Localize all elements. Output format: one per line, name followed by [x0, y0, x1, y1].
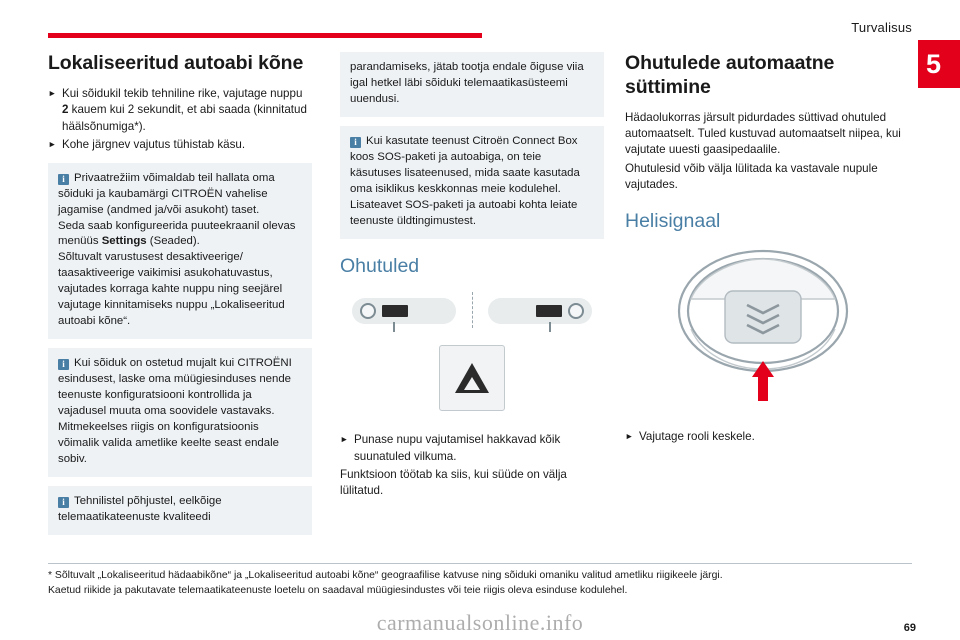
- info-icon: i: [350, 137, 361, 148]
- column-two: [340, 52, 604, 502]
- info-icon: i: [58, 359, 69, 370]
- instruction-call-assist: [48, 86, 312, 135]
- instruction-text-part1: Kui sõidukil tekib tehniline rike, vajutage nuppu: [62, 86, 303, 100]
- section-heading-helisignaal: Helisignaal: [625, 209, 721, 232]
- info-icon: i: [58, 174, 69, 185]
- column-one: [48, 52, 312, 535]
- callout-dealer-text1: Kui sõiduk on ostetud mujalt kui CITROËNI esindusest, laske oma müügiesinduses nende teenuste konfiguratsiooni kontrollida ja vajadusel muuta oma soovidele vastavaks.: [58, 357, 292, 418]
- instruction-cancel: ► Kohe järgnev vajutus tühistab käsu.: [48, 137, 312, 153]
- horn-instruction: ► Vajutage rooli keskele.: [625, 429, 901, 445]
- section-heading-autoabi: Lokaliseeritud autoabi kõne: [48, 52, 304, 74]
- callout-privacy-p2: [58, 219, 302, 251]
- watermark: carmanualsonline.info: [376, 610, 584, 635]
- hazard-note: Funktsioon töötab ka siis, kui süüde on välja lülitatud.: [340, 468, 567, 498]
- lamp-body: [536, 305, 562, 317]
- callout-dealer-p2: Mitmekeelses riigis on konfiguratsioonis võimalik valida ametlike keelte seast endale sobiv.: [58, 421, 279, 466]
- steering-wheel-illustration: [625, 243, 901, 421]
- info-callout-dealer: [48, 348, 312, 477]
- callout-privacy-text2b: (Seaded).: [146, 235, 200, 248]
- callout-privacy-settings-label: Settings: [101, 235, 147, 248]
- instruction-bold-2: 2: [62, 103, 69, 117]
- chapter-number-tab: 5: [918, 40, 960, 88]
- page-number: 69: [903, 622, 916, 634]
- callout-connectbox-text1: Kui kasutate teenust Citroën Connect Box koos SOS-paketi ja autoabiga, on teie käsutuses lisateenused, mida saate kasutada oma isiklikus keskkonnas meie kodulehel.: [350, 134, 580, 195]
- hazard-warning-button-illustration: [439, 345, 505, 411]
- press-arrow-icon: [752, 361, 774, 401]
- footnote-block: [48, 568, 912, 598]
- callout-connectbox-p1: [350, 134, 594, 198]
- lamp-body: [382, 305, 408, 317]
- figure-steering-wheel-horn: [625, 243, 901, 421]
- info-callout-privacy: [48, 163, 312, 340]
- section-heading-ohutuled: Ohutuled: [340, 254, 420, 277]
- lamp-stem: [393, 322, 395, 332]
- automatic-hazard-p1: Hädaolukorras järsult pidurdades süttivad ohutuled automaatselt. Tuled kustuvad automaatselt niipea, kui vajutate uuesti gaasipedaalile.: [625, 110, 901, 157]
- bulb-icon: [568, 303, 584, 319]
- footnote-line-1: * Sõltuvalt „Lokaliseeritud hädaabikõne“ ja „Lokaliseeritud autoabi kõne“ geograafilise katvuse ning sõiduki omaniku valitud ametliku riigikeele järgi.: [48, 570, 723, 581]
- hazard-triangle-icon: [455, 363, 489, 393]
- callout-privacy-p1: [58, 171, 302, 219]
- section-heading-automatic-hazard: Ohutulede automaatne süttimine: [625, 52, 835, 98]
- footnote-line-2: Kaetud riikide ja pakutavate telemaatikateenuste loetelu on saadaval müügiesindustes või teie riigis oleva esinduse kodulehel.: [48, 585, 628, 597]
- figure-divider: [472, 292, 473, 328]
- callout-privacy-p3: Sõltuvalt varustusest desaktiveerige/ taasaktiveerige vaikimisi asukohatuvastus, vajutades korraga kahte nuppu ning seejärel vajutage kinnitamiseks nuppu „Lokaliseeritud autoabi kõne“.: [58, 251, 285, 328]
- lamp-stem: [549, 322, 551, 332]
- callout-technical-text1: Tehnilistel põhjustel, eelkõige telemaatikateenuste kvaliteedi: [58, 495, 222, 524]
- horn-pad: [725, 291, 801, 343]
- figure-hazard-lights: [340, 290, 604, 426]
- callout-connectbox-p2: Lisateavet SOS-paketi ja autoabi kohta leiate teenuste üldtingimustest.: [350, 198, 578, 227]
- turn-signal-left-illustration: [352, 298, 456, 324]
- info-icon: i: [58, 497, 69, 508]
- turn-signal-right-illustration: [488, 298, 592, 324]
- callout-privacy-text2a: Seda saab konfigureerida puuteekraanil olevas menüüs: [58, 219, 296, 248]
- instruction-text-part2: kauem kui 2 sekundit, et abi saada (kinnitatud häälsõnumiga*).: [62, 103, 307, 133]
- info-callout-technical: [48, 486, 312, 535]
- callout-technical-continued-text: parandamiseks, jätab tootja endale õiguse viia igal hetkel läbi sõiduki telemaatikasüsteemi uuendusi.: [350, 61, 584, 105]
- column-three: [625, 52, 901, 448]
- callout-privacy-text1: Privaatrežiim võimaldab teil hallata oma sõiduki ja kaubamärgi CITROËN vahelise jagamise (andmed ja/või asukoht) taset.: [58, 171, 275, 216]
- automatic-hazard-p2: Ohutulesid võib välja lülitada ka vastavale nupule vajutades.: [625, 161, 878, 192]
- info-callout-technical-continued: [340, 52, 604, 117]
- header-rule: [48, 33, 482, 38]
- callout-technical-p1: [58, 494, 302, 526]
- page-header-title: Turvalisus: [851, 20, 912, 35]
- bulb-icon: [360, 303, 376, 319]
- callout-dealer-p1: [58, 356, 302, 420]
- footer-divider: [48, 563, 912, 564]
- hazard-instruction: ► Punase nupu vajutamisel hakkavad kõik suunatuled vilkuma.: [340, 432, 604, 465]
- info-callout-connectbox: [340, 126, 604, 239]
